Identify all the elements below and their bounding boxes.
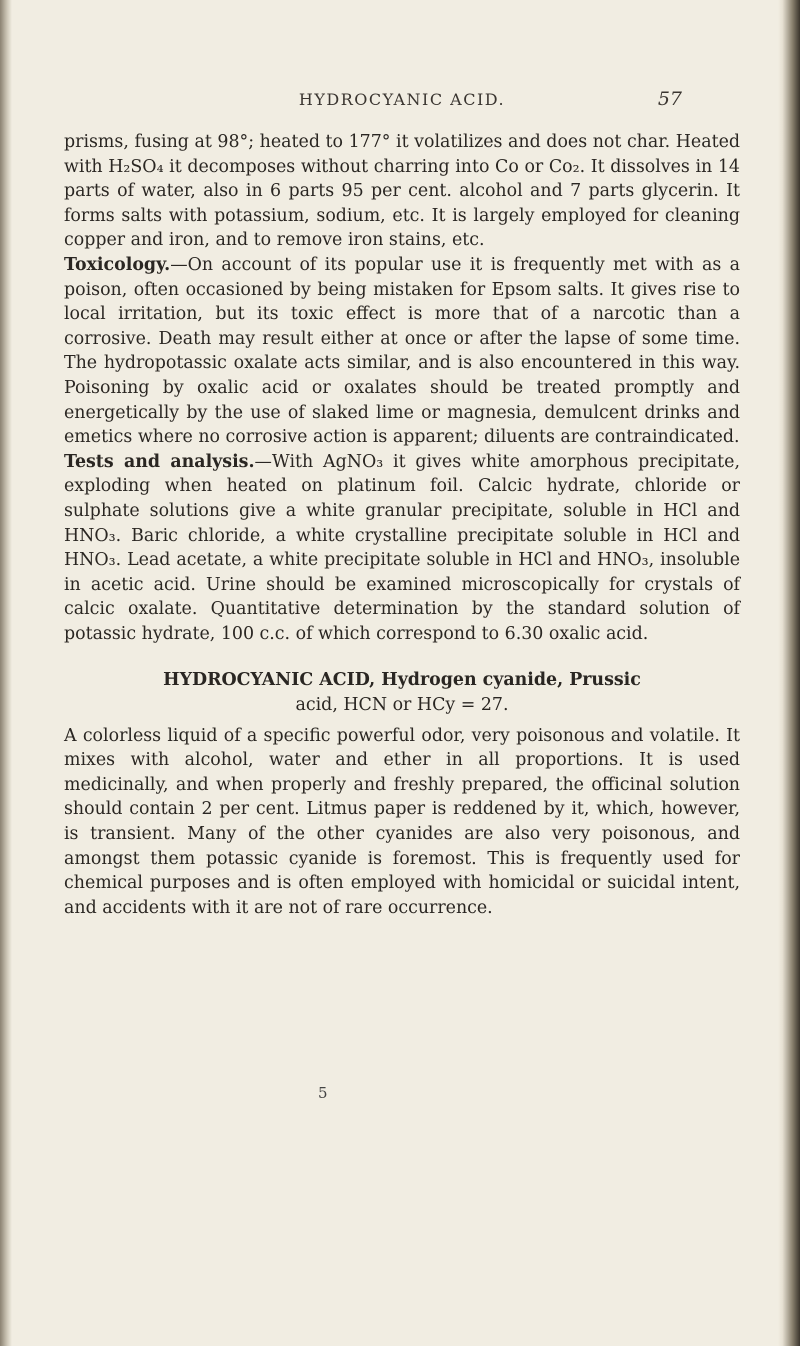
running-head [64, 88, 740, 112]
book-page [64, 0, 740, 1346]
page-right-edge [778, 0, 800, 1346]
toxicology-text: —On account of its popular use it is frequently met with as a poison, often occasioned by being mistaken for Epsom salts. It gives rise to local irritation, but its toxic effect is more that of a narcotic than a corrosive. Death may result either at once or after the lapse of some time. The hydropotassic oxalate acts similar, and is also encountered in this way. Poisoning by oxalic acid or oxalates should be treated promptly and energetically by the use of slaked lime or magnesia, demulcent drinks and emetics where no corrosive action is apparent; diluents are contraindicated. [64, 254, 740, 448]
page-number: 57 [657, 88, 682, 110]
body-text [64, 130, 740, 920]
signature-mark: 5 [318, 1084, 328, 1102]
running-title: HYDROCYANIC ACID. [298, 90, 506, 109]
tests-text: —With AgNO₃ it gives white amorphous precipitate, exploding when heated on platinum foil. Calcic hydrate, chloride or sulphate solutions give a white granular precipitate, soluble in HCl and HNO₃. Baric chloride, a white crystalline precipitate soluble in HCl and HNO₃. Lead acetate, a white precipitate soluble in HCl and HNO₃, insoluble in acetic acid. Urine should be examined microscopically for crystals of calcic oxalate. Quantitative determination by the standard solution of potassic hydrate, 100 c.c. of which correspond to 6.30 oxalic acid. [64, 451, 740, 644]
paragraph-tests-analysis [64, 450, 740, 647]
section-heading-line-1: HYDROCYANIC ACID, Hydrogen cyanide, Prussic [163, 670, 641, 691]
run-in-heading-tests: Tests and analysis. [64, 451, 255, 472]
paragraph-hydrocyanic-description: A colorless liquid of a specific powerful odor, very poisonous and volatile. It mixes with alcohol, water and ether in all proportions. It is used medicinally, and when properly and freshly prepared, the officinal solution should contain 2 per cent. Litmus paper is reddened by it, which, however, is transient. Many of the other cyanides are also very poisonous, and amongst them potassic cyanide is foremost. This is frequently used for chemical purposes and is often employed with homicidal or suicidal intent, and accidents with it are not of rare occurrence. [64, 725, 740, 918]
paragraph-toxicology [64, 253, 740, 450]
section-heading-hydrocyanic-acid [64, 668, 740, 717]
page-left-edge [0, 0, 12, 1346]
paragraph-oxalic-properties: prisms, fusing at 98°; heated to 177° it volatilizes and does not char. Heated with H₂SO₄ it decomposes without charring into Co or Co₂. It dissolves in 14 parts of water, also in 6 parts 95 per cent. alcohol and 7 parts glycerin. It forms salts with potassium, sodium, etc. It is largely employed for cleaning copper and iron, and to remove iron stains, etc. [64, 132, 740, 251]
section-heading-line-2: acid, HCN or HCy = 27. [295, 695, 509, 716]
run-in-heading-toxicology: Toxicology. [64, 254, 171, 275]
